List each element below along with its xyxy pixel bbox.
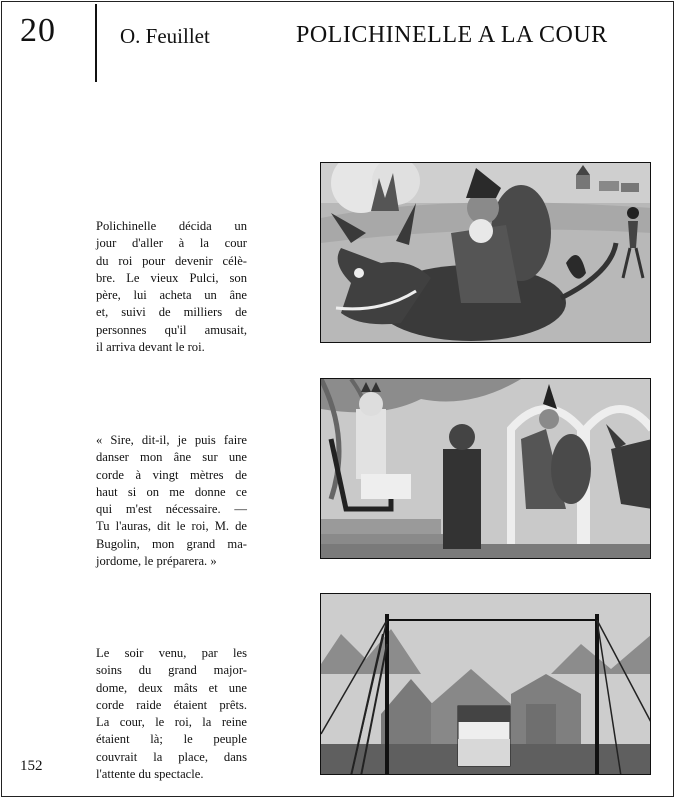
paragraph-3 bbox=[96, 645, 247, 783]
header-divider bbox=[95, 4, 97, 82]
text-line: couvrait la place, dans bbox=[96, 749, 247, 764]
royal-court-art bbox=[321, 379, 651, 559]
text-line: dome, deux mâts et une bbox=[96, 680, 247, 695]
text-line: Tu l'auras, dit le roi, M. de bbox=[96, 519, 247, 534]
text-line: La cour, le roi, la reine bbox=[96, 715, 247, 730]
text-line: il arriva devant le roi. bbox=[96, 340, 205, 355]
text-line: soins du grand major- bbox=[96, 663, 247, 678]
tightrope-art bbox=[321, 594, 651, 775]
illustration-royal-court bbox=[320, 378, 651, 559]
text-line: « Sire, dit-il, je puis faire bbox=[96, 433, 247, 447]
story-title: POLICHINELLE A LA COUR bbox=[296, 22, 608, 48]
illustration-donkey-ride bbox=[320, 162, 651, 343]
text-line: personnes qu'il amusait, bbox=[96, 322, 247, 337]
text-line: haut si on me donne ce bbox=[96, 484, 247, 499]
text-line: Polichinelle décida un bbox=[96, 219, 247, 233]
author-name: O. Feuillet bbox=[120, 24, 210, 48]
text-line: corde à vingt mètres de bbox=[96, 467, 247, 482]
text-line: père, lui acheta un âne bbox=[96, 288, 247, 303]
page-number: 152 bbox=[20, 758, 43, 774]
text-line: et, suivi de milliers de bbox=[96, 305, 247, 320]
text-line: corde raide étaient prêts. bbox=[96, 697, 247, 712]
text-line: bre. Le vieux Pulci, son bbox=[96, 270, 247, 285]
paragraph-1 bbox=[96, 218, 247, 356]
donkey-ride-art bbox=[321, 163, 651, 343]
text-line: Le soir venu, par les bbox=[96, 646, 247, 660]
text-line: du roi pour devenir célè- bbox=[96, 253, 247, 268]
text-line: jour d'aller à la cour bbox=[96, 236, 247, 251]
text-line: danser mon âne sur une bbox=[96, 450, 247, 465]
text-line: jordome, le préparera. » bbox=[96, 554, 217, 569]
text-line: Bugolin, mon grand ma- bbox=[96, 536, 247, 551]
paragraph-2 bbox=[96, 432, 247, 570]
text-line: étaient là; le peuple bbox=[96, 732, 247, 747]
illustration-tightrope bbox=[320, 593, 651, 775]
text-line: qui m'est nécessaire. — bbox=[96, 502, 247, 517]
chapter-number: 20 bbox=[20, 12, 56, 49]
text-line: l'attente du spectacle. bbox=[96, 767, 204, 782]
